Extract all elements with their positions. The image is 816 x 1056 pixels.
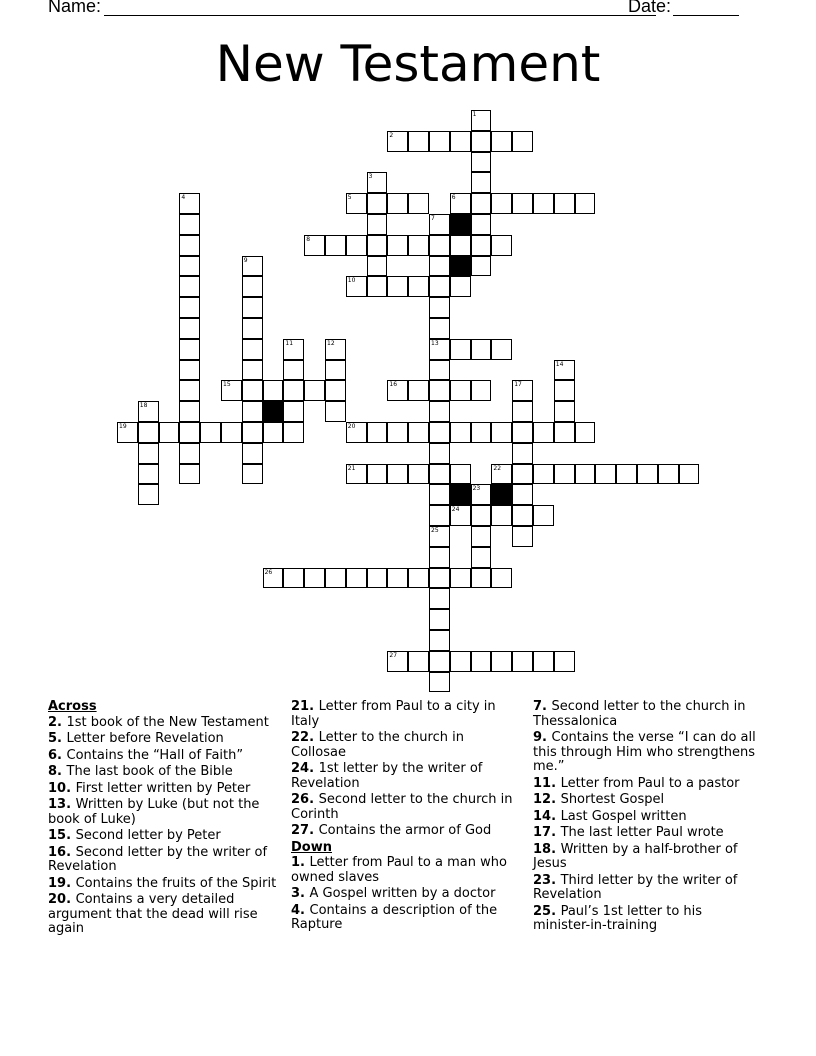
- clue-number-label: 21: [347, 464, 356, 472]
- block-cell: [450, 214, 471, 235]
- clue-number-label: 10: [347, 277, 356, 285]
- clue-number: 17.: [533, 825, 561, 840]
- clue-number-label: 22: [493, 464, 502, 472]
- clue-number-label: 14: [555, 360, 564, 368]
- grid-cell[interactable]: [637, 464, 658, 485]
- grid-cell[interactable]: [179, 318, 200, 339]
- grid-cell[interactable]: [471, 193, 492, 214]
- puzzle-title: New Testament: [215, 35, 601, 93]
- clue-number-label: 12: [327, 339, 335, 347]
- clue-text: A Gospel written by a doctor: [309, 886, 496, 901]
- grid-cell[interactable]: [304, 380, 325, 401]
- down-clue: [291, 904, 521, 933]
- across-clue: [48, 829, 278, 844]
- grid-cell[interactable]: [138, 443, 159, 464]
- grid-cell[interactable]: [117, 422, 138, 443]
- clue-number: 8.: [48, 764, 67, 779]
- across-clue: [291, 762, 521, 791]
- grid-cell[interactable]: [450, 339, 471, 360]
- clue-number-label: 20: [347, 423, 356, 430]
- grid-cell[interactable]: [429, 526, 450, 547]
- grid-cell[interactable]: [429, 588, 450, 609]
- clue-number-label: 18: [139, 402, 148, 410]
- grid-cell[interactable]: [533, 422, 554, 443]
- grid-cell[interactable]: [304, 235, 325, 256]
- grid-cell[interactable]: [179, 401, 200, 422]
- clue-number-label: 2: [389, 131, 394, 139]
- grid-cell[interactable]: [367, 422, 388, 443]
- clue-number-label: 26: [264, 568, 273, 576]
- clues-column-3: [533, 700, 763, 936]
- grid-cell[interactable]: [471, 110, 492, 131]
- grid-cell[interactable]: [263, 380, 284, 401]
- grid-cell[interactable]: [346, 568, 367, 589]
- grid-cell[interactable]: [179, 235, 200, 256]
- grid-cell[interactable]: [554, 360, 575, 381]
- grid-cell[interactable]: [429, 547, 450, 568]
- grid-cell[interactable]: [283, 339, 304, 360]
- down-clue: [533, 843, 763, 872]
- grid-cell[interactable]: [387, 651, 408, 672]
- grid-cell[interactable]: [512, 443, 533, 464]
- across-clue: [291, 700, 521, 729]
- grid-cell[interactable]: [408, 422, 429, 443]
- grid-cell[interactable]: [429, 443, 450, 464]
- clue-number: 5.: [48, 731, 67, 746]
- down-clue: [533, 905, 763, 934]
- down-clue: [533, 826, 763, 841]
- block-cell: [450, 256, 471, 277]
- clue-number: 25.: [533, 903, 561, 919]
- clue-text: Written by a half-brother of Jesus: [533, 841, 738, 871]
- grid-cell[interactable]: [491, 193, 512, 214]
- across-clue: [48, 877, 278, 892]
- grid-cell[interactable]: [408, 568, 429, 589]
- grid-cell[interactable]: [512, 131, 533, 152]
- clue-number: 10.: [48, 780, 76, 796]
- down-clue: [291, 856, 521, 885]
- grid-cell[interactable]: [429, 131, 450, 152]
- grid-cell[interactable]: [179, 276, 200, 297]
- grid-cell[interactable]: [471, 172, 492, 193]
- clue-number: 18.: [533, 841, 561, 857]
- down-clue: [291, 887, 521, 902]
- clue-number: 13.: [48, 797, 76, 812]
- grid-cell[interactable]: [242, 380, 263, 401]
- grid-cell[interactable]: [450, 505, 471, 526]
- grid-cell[interactable]: [471, 256, 492, 277]
- grid-cell[interactable]: [325, 401, 346, 422]
- grid-cell[interactable]: [429, 256, 450, 277]
- grid-cell[interactable]: [408, 651, 429, 672]
- grid-cell[interactable]: [346, 276, 367, 297]
- grid-cell[interactable]: [346, 235, 367, 256]
- grid-cell[interactable]: [242, 339, 263, 360]
- grid-cell[interactable]: [242, 318, 263, 339]
- clue-number-label: 11: [285, 339, 294, 347]
- grid-cell[interactable]: [325, 360, 346, 381]
- clue-text: Letter from Paul to a pastor: [560, 775, 740, 791]
- grid-cell[interactable]: [408, 380, 429, 401]
- grid-cell[interactable]: [179, 360, 200, 381]
- grid-cell[interactable]: [512, 484, 533, 505]
- clue-number-label: 3: [368, 173, 373, 181]
- down-clue: [533, 777, 763, 792]
- grid-cell[interactable]: [179, 193, 200, 214]
- grid-cell[interactable]: [387, 464, 408, 485]
- clue-number: 22.: [291, 730, 319, 745]
- clue-text: Contains the fruits of the Spirit: [75, 875, 277, 891]
- clue-number-label: 9: [243, 256, 248, 264]
- grid-cell[interactable]: [283, 360, 304, 381]
- grid-cell[interactable]: [595, 464, 616, 485]
- grid-cell[interactable]: [387, 193, 408, 214]
- clue-text: The last book of the Bible: [66, 764, 233, 779]
- grid-cell[interactable]: [471, 651, 492, 672]
- clue-text: Letter before Revelation: [66, 731, 224, 746]
- grid-cell[interactable]: [429, 630, 450, 651]
- grid-cell[interactable]: [325, 380, 346, 401]
- clue-number: 20.: [48, 892, 76, 907]
- grid-cell[interactable]: [554, 401, 575, 422]
- grid-cell[interactable]: [471, 568, 492, 589]
- grid-cell[interactable]: [575, 193, 596, 214]
- clue-text: Letter from Paul to a city in Italy: [291, 699, 496, 729]
- grid-cell[interactable]: [471, 214, 492, 235]
- across-clue: [48, 716, 278, 731]
- clue-number-label: 17: [514, 381, 522, 389]
- grid-cell[interactable]: [450, 464, 471, 485]
- grid-cell[interactable]: [179, 339, 200, 360]
- clue-text: The last letter Paul wrote: [560, 825, 724, 840]
- clues-column-2: [291, 700, 521, 935]
- grid-cell[interactable]: [367, 568, 388, 589]
- clue-number: 11.: [533, 775, 561, 791]
- across-clue: [291, 731, 521, 760]
- clue-text: Letter to the church in Collosae: [291, 730, 464, 760]
- grid-cell[interactable]: [387, 380, 408, 401]
- grid-cell[interactable]: [554, 464, 575, 485]
- grid-cell[interactable]: [429, 214, 450, 235]
- across-clue: [48, 749, 278, 764]
- grid-cell[interactable]: [242, 422, 263, 443]
- grid-cell[interactable]: [179, 297, 200, 318]
- grid-cell[interactable]: [471, 505, 492, 526]
- clue-number-label: 24: [451, 506, 460, 514]
- grid-cell[interactable]: [429, 318, 450, 339]
- clue-number: 21.: [291, 699, 319, 714]
- grid-cell[interactable]: [387, 131, 408, 152]
- block-cell: [263, 401, 284, 422]
- grid-cell[interactable]: [491, 568, 512, 589]
- grid-cell[interactable]: [283, 568, 304, 589]
- grid-cell[interactable]: [616, 464, 637, 485]
- grid-cell[interactable]: [179, 214, 200, 235]
- clue-number-label: 19: [119, 423, 127, 430]
- across-clue: [48, 782, 278, 797]
- grid-cell[interactable]: [346, 422, 367, 443]
- across-clue: [48, 798, 278, 827]
- grid-cell[interactable]: [471, 484, 492, 505]
- grid-cell[interactable]: [242, 297, 263, 318]
- grid-cell[interactable]: [450, 651, 471, 672]
- grid-cell[interactable]: [367, 193, 388, 214]
- grid-cell[interactable]: [450, 380, 471, 401]
- grid-cell[interactable]: [408, 131, 429, 152]
- down-clue: [533, 700, 763, 729]
- grid-cell[interactable]: [471, 235, 492, 256]
- clue-number-label: 5: [347, 194, 352, 202]
- grid-cell[interactable]: [283, 380, 304, 401]
- clue-text: Paul’s 1st letter to his minister-in-training: [533, 903, 703, 933]
- grid-cell[interactable]: [325, 339, 346, 360]
- clue-text: Contains the armor of God: [318, 823, 492, 838]
- grid-cell[interactable]: [387, 422, 408, 443]
- date-label: Date:: [628, 0, 672, 16]
- grid-cell[interactable]: [575, 422, 596, 443]
- grid-cell[interactable]: [283, 422, 304, 443]
- grid-cell[interactable]: [491, 235, 512, 256]
- grid-cell[interactable]: [367, 464, 388, 485]
- grid-cell[interactable]: [367, 276, 388, 297]
- grid-cell[interactable]: [554, 422, 575, 443]
- grid-cell[interactable]: [429, 339, 450, 360]
- grid-cell[interactable]: [429, 401, 450, 422]
- grid-cell[interactable]: [491, 131, 512, 152]
- grid-cell[interactable]: [242, 256, 263, 277]
- grid-cell[interactable]: [179, 464, 200, 485]
- across-clue: [291, 824, 521, 839]
- clue-number: 9.: [533, 730, 552, 745]
- name-label: Name:: [48, 0, 102, 16]
- clue-number-label: 1: [472, 111, 477, 118]
- across-clue: [48, 732, 278, 747]
- across-clue: [291, 793, 521, 822]
- clue-number: 23.: [533, 872, 561, 888]
- clue-text: First letter written by Peter: [75, 780, 251, 796]
- block-cell: [450, 484, 471, 505]
- grid-cell[interactable]: [512, 505, 533, 526]
- clue-number: 6.: [48, 747, 67, 763]
- clue-number: 24.: [291, 761, 319, 776]
- clue-number-label: 7: [431, 215, 435, 222]
- clue-number: 4.: [291, 902, 310, 918]
- across-clue: [48, 765, 278, 780]
- clue-number-label: 8: [306, 235, 311, 243]
- grid-cell[interactable]: [325, 235, 346, 256]
- grid-cell[interactable]: [367, 256, 388, 277]
- clue-text: Shortest Gospel: [560, 792, 665, 807]
- grid-cell[interactable]: [179, 256, 200, 277]
- clue-text: 1st book of the New Testament: [66, 714, 269, 730]
- clue-text: Contains the verse “I can do all this through Him who strengthens me.”: [533, 730, 756, 774]
- clue-number: 1.: [291, 855, 310, 870]
- clue-number-label: 15: [223, 381, 231, 389]
- grid-cell[interactable]: [429, 464, 450, 485]
- grid-cell[interactable]: [491, 422, 512, 443]
- grid-cell[interactable]: [450, 422, 471, 443]
- grid-cell[interactable]: [429, 422, 450, 443]
- grid-cell[interactable]: [242, 360, 263, 381]
- down-clue: [533, 874, 763, 903]
- grid-cell[interactable]: [429, 235, 450, 256]
- grid-cell[interactable]: [367, 235, 388, 256]
- grid-cell[interactable]: [533, 651, 554, 672]
- grid-cell[interactable]: [512, 526, 533, 547]
- grid-cell[interactable]: [533, 505, 554, 526]
- grid-cell[interactable]: [512, 651, 533, 672]
- grid-cell[interactable]: [283, 401, 304, 422]
- grid-cell[interactable]: [575, 464, 596, 485]
- grid-cell[interactable]: [159, 422, 180, 443]
- grid-cell[interactable]: [471, 152, 492, 173]
- grid-cell[interactable]: [138, 464, 159, 485]
- grid-cell[interactable]: [221, 422, 242, 443]
- clue-number: 16.: [48, 844, 76, 860]
- across-heading: Across: [48, 699, 97, 714]
- across-clue: [48, 846, 278, 875]
- grid-cell[interactable]: [450, 568, 471, 589]
- grid-cell[interactable]: [242, 276, 263, 297]
- grid-cell[interactable]: [408, 235, 429, 256]
- across-clue: [48, 893, 278, 937]
- clue-number-label: 4: [181, 194, 186, 202]
- clue-number: 26.: [291, 792, 319, 807]
- grid-cell[interactable]: [387, 568, 408, 589]
- grid-cell[interactable]: [408, 276, 429, 297]
- clue-text: Last Gospel written: [560, 808, 687, 824]
- grid-cell[interactable]: [450, 235, 471, 256]
- grid-cell[interactable]: [200, 422, 221, 443]
- grid-cell[interactable]: [429, 609, 450, 630]
- grid-cell[interactable]: [138, 401, 159, 422]
- grid-cell[interactable]: [512, 380, 533, 401]
- grid-cell[interactable]: [471, 380, 492, 401]
- grid-cell[interactable]: [408, 193, 429, 214]
- grid-cell[interactable]: [429, 380, 450, 401]
- grid-cell[interactable]: [491, 651, 512, 672]
- grid-cell[interactable]: [242, 464, 263, 485]
- down-clue: [533, 731, 763, 775]
- clue-text: Second letter to the church in Thessalonica: [533, 699, 746, 729]
- grid-cell[interactable]: [471, 526, 492, 547]
- grid-cell[interactable]: [346, 193, 367, 214]
- down-heading: Down: [291, 839, 332, 855]
- clues-column-1: [48, 700, 278, 939]
- grid-cell[interactable]: [263, 422, 284, 443]
- clue-text: Letter from Paul to a man who owned slaves: [291, 855, 507, 885]
- grid-cell[interactable]: [346, 464, 367, 485]
- grid-cell[interactable]: [138, 484, 159, 505]
- grid-cell[interactable]: [533, 193, 554, 214]
- clue-text: Contains a very detailed argument that the dead will rise again: [48, 892, 258, 936]
- grid-cell[interactable]: [387, 276, 408, 297]
- clue-number: 14.: [533, 808, 561, 824]
- clue-number-label: 25: [431, 527, 439, 534]
- clue-text: Third letter by the writer of Revelation: [533, 872, 738, 902]
- grid-cell[interactable]: [325, 568, 346, 589]
- grid-cell[interactable]: [179, 380, 200, 401]
- grid-cell[interactable]: [221, 380, 242, 401]
- clue-text: Contains the “Hall of Faith”: [66, 747, 244, 763]
- grid-cell[interactable]: [512, 464, 533, 485]
- grid-cell[interactable]: [429, 360, 450, 381]
- clue-number: 12.: [533, 792, 561, 807]
- grid-cell[interactable]: [179, 443, 200, 464]
- grid-cell[interactable]: [429, 297, 450, 318]
- grid-cell[interactable]: [491, 505, 512, 526]
- down-clue: [533, 810, 763, 825]
- grid-cell[interactable]: [242, 443, 263, 464]
- grid-cell[interactable]: [491, 464, 512, 485]
- grid-cell[interactable]: [263, 568, 284, 589]
- grid-cell[interactable]: [450, 276, 471, 297]
- grid-cell[interactable]: [450, 193, 471, 214]
- grid-cell[interactable]: [367, 214, 388, 235]
- clue-number: 7.: [533, 699, 552, 714]
- clue-text: Contains a description of the Rapture: [291, 902, 498, 932]
- clue-number-label: 16: [389, 381, 398, 389]
- clue-number-label: 23: [472, 485, 481, 493]
- grid-cell[interactable]: [138, 422, 159, 443]
- grid-cell[interactable]: [679, 464, 700, 485]
- grid-cell[interactable]: [512, 193, 533, 214]
- clue-text: Second letter by the writer of Revelation: [48, 844, 268, 874]
- grid-cell[interactable]: [554, 380, 575, 401]
- grid-cell[interactable]: [471, 547, 492, 568]
- grid-cell[interactable]: [554, 651, 575, 672]
- clue-number: 27.: [291, 823, 319, 838]
- grid-cell[interactable]: [304, 568, 325, 589]
- grid-cell[interactable]: [367, 172, 388, 193]
- grid-cell[interactable]: [554, 193, 575, 214]
- grid-cell[interactable]: [408, 464, 429, 485]
- grid-cell[interactable]: [471, 131, 492, 152]
- clue-number: 2.: [48, 714, 67, 730]
- clue-text: 1st letter by the writer of Revelation: [291, 761, 483, 791]
- grid-cell[interactable]: [429, 651, 450, 672]
- grid-cell[interactable]: [471, 422, 492, 443]
- grid-cell[interactable]: [429, 505, 450, 526]
- grid-cell[interactable]: [450, 131, 471, 152]
- down-clue: [533, 793, 763, 808]
- clue-text: Second letter to the church in Corinth: [291, 792, 513, 822]
- clue-number: 15.: [48, 828, 76, 843]
- clue-text: Second letter by Peter: [75, 828, 221, 843]
- grid-cell[interactable]: [512, 422, 533, 443]
- clue-number-label: 27: [389, 651, 398, 659]
- grid-cell[interactable]: [512, 401, 533, 422]
- grid-cell[interactable]: [179, 422, 200, 443]
- grid-cell[interactable]: [533, 464, 554, 485]
- grid-cell[interactable]: [242, 401, 263, 422]
- clue-text: Written by Luke (but not the book of Luke): [48, 797, 260, 827]
- grid-cell[interactable]: [387, 235, 408, 256]
- grid-cell[interactable]: [658, 464, 679, 485]
- block-cell: [491, 484, 512, 505]
- clue-number: 3.: [291, 886, 310, 901]
- clue-number-label: 6: [451, 194, 456, 202]
- grid-cell[interactable]: [429, 484, 450, 505]
- grid-cell[interactable]: [429, 276, 450, 297]
- grid-cell[interactable]: [429, 568, 450, 589]
- grid-cell[interactable]: [471, 339, 492, 360]
- grid-cell[interactable]: [429, 672, 450, 693]
- clue-number: 19.: [48, 875, 76, 891]
- clue-number-label: 13: [431, 339, 439, 347]
- grid-cell[interactable]: [491, 339, 512, 360]
